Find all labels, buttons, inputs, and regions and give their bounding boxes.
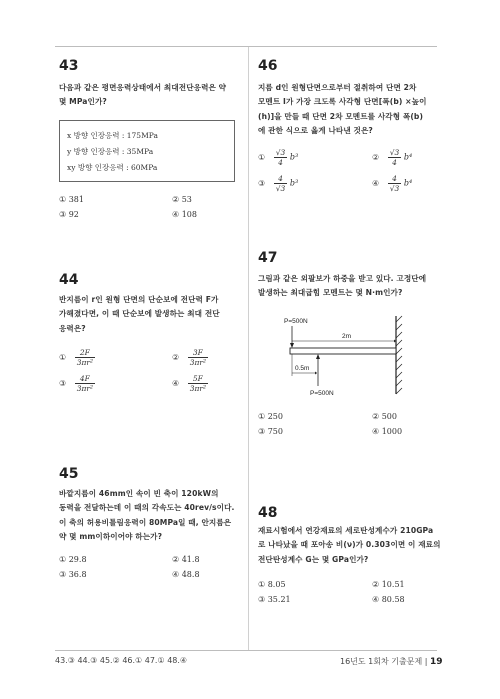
footer-exam-title: 16년도 1회차 기출문제 | [340,657,430,666]
q44-option-2[interactable] [172,348,208,367]
q46-option-4-label: ④ [372,178,380,188]
q46-option-1-den: 4 [278,158,283,167]
footer-answer-key: 43.③ 44.③ 45.② 46.① 47.① 48.④ [55,656,188,665]
q44-option-2-fraction [188,348,208,367]
q48-option-2[interactable]: ② 10.51 [372,580,405,589]
q46-option-3-den: √3 [275,184,286,193]
q43-number: 43 [59,58,79,74]
q46-option-2[interactable] [372,148,412,167]
q46-option-2-fraction [388,148,402,167]
q44-option-4-num: 5F [188,374,208,384]
q44-option-3-fraction [75,374,95,393]
q44-option-1-den: 3πr² [76,358,94,367]
beam [290,348,396,354]
q44-line3: 응력은? [59,323,86,333]
q45-number: 45 [59,466,79,482]
q44-option-4-fraction [188,374,208,393]
q43-text [59,81,226,110]
q45-option-1[interactable]: ① 29.8 [59,555,87,564]
q46-number: 46 [258,58,278,74]
q46-option-3-fraction [274,174,288,193]
q48-line1: 재료시험에서 연강재료의 세로탄성계수가 210GPa [258,526,434,535]
q45-option-3[interactable]: ③ 36.8 [59,570,87,579]
q46-line2: 모멘트 I가 가장 크도록 사각형 단면[폭(b) ×높이 [258,97,427,107]
q45-line4: 약 몇 mm이하이어야 하는가? [59,532,163,542]
q46-option-2-label: ② [372,152,380,162]
q46-option-3-label: ③ [258,178,266,188]
bottom-rule [55,650,437,651]
q44-number: 44 [59,272,79,288]
wall-hatching [396,316,402,394]
q46-line4: 에 관한 식으로 옳게 나타낸 것은? [258,126,373,136]
q43-option-3[interactable]: ③ 92 [59,210,79,219]
q44-option-3-num: 4F [75,374,95,384]
q46-line3: (h)]을 만들 때 단면 2차 모멘트를 사각형 폭(b) [258,111,424,121]
q48-line3: 전단탄성계수 G는 몇 GPa인가? [258,554,369,564]
q44-option-1[interactable] [59,348,95,367]
q44-line2: 가해졌다면, 이 때 단순보에 발생하는 최대 전단 [59,309,220,319]
page-number: 19 [429,657,443,667]
bottom-load-arrowhead [316,354,320,359]
q45-option-4[interactable]: ④ 48.8 [172,570,200,579]
q47-text [258,272,426,301]
q47-line2: 발생하는 최대굽힘 모멘트는 몇 N·m인가? [258,288,403,298]
q48-text [258,524,441,567]
q46-option-4-fraction [388,174,402,193]
q45-line2: 동력을 전달하는데 이 때의 각속도는 40rev/s이다. [59,503,235,513]
q48-option-4[interactable]: ④ 80.58 [372,595,405,604]
q44-option-1-num: 2F [75,348,95,358]
q46-option-1[interactable] [258,148,298,167]
q45-option-2[interactable]: ② 41.8 [172,555,200,564]
q43-line1: 다음과 같은 평면응력상태에서 최대전단응력은 약 [59,83,227,92]
bottom-load-label: P=500N [310,390,334,397]
q43-line2: 몇 MPa인가? [59,97,107,107]
q47-option-1[interactable]: ① 250 [258,412,283,421]
q43-option-1[interactable]: ① 381 [59,195,84,204]
q44-line1: 반지름이 r인 원형 단면의 단순보에 전단력 F가 [59,295,219,304]
q43-stress-box [59,120,235,182]
q48-option-1[interactable]: ① 8.05 [258,580,286,589]
q48-line2: 로 나타났을 때 포아송 비(ν)가 0.303이면 이 재료의 [258,540,441,550]
q48-option-3[interactable]: ③ 35.21 [258,595,291,604]
q47-cantilever-diagram [282,314,418,400]
q46-option-4-power: b⁴ [403,178,413,188]
q46-option-1-label: ① [258,152,266,162]
q46-option-1-fraction [274,148,288,167]
q44-option-3-label: ③ [59,378,67,388]
q44-option-1-label: ① [59,352,67,362]
q43-option-4[interactable]: ④ 108 [172,210,197,219]
q44-option-2-num: 3F [188,348,208,358]
footer-title [340,656,443,667]
q43-box-row-x: x 방향 인장응력 : 175MPa [67,131,158,140]
q46-option-2-power: b⁴ [403,152,413,162]
q44-option-4-label: ④ [172,378,180,388]
q43-box-row-y: y 방향 인장응력 : 35MPa [67,147,154,156]
q46-option-3[interactable] [258,174,298,193]
top-load-arrowhead [290,343,294,348]
q47-line1: 그림과 같은 외팔보가 하중을 받고 있다. 고정단에 [258,274,427,283]
q48-number: 48 [258,505,278,521]
length-total-label: 2m [342,333,352,340]
length-offset-label: 0.5m [295,365,310,372]
q45-line1: 바깥지름이 46mm인 속이 빈 축이 120kW의 [59,489,219,498]
q47-option-4[interactable]: ④ 1000 [372,427,403,436]
q46-option-3-num: 4 [274,174,288,184]
q46-option-3-power: b³ [289,178,299,188]
q44-option-1-fraction [75,348,95,367]
q43-option-2[interactable]: ② 53 [172,195,192,204]
top-rule [55,46,437,47]
q47-option-2[interactable]: ② 500 [372,412,397,421]
q44-option-3[interactable] [59,374,95,393]
q46-option-1-power: b³ [289,152,299,162]
q46-option-1-num: √3 [275,148,286,157]
q44-text [59,293,220,336]
q46-text [258,81,427,139]
q45-line3: 이 축의 허용비틀림응력이 80MPa일 때, 안지름은 [59,517,232,527]
q47-option-3[interactable]: ③ 750 [258,427,283,436]
q44-option-2-label: ② [172,352,180,362]
top-load-label: P=500N [284,318,308,325]
q46-line1: 지름 d인 원형단면으로부터 절취하여 단면 2차 [258,83,417,92]
q43-box-row-xy: xy 방향 인장응력 : 60MPa [67,163,158,172]
q44-option-4-den: 3πr² [189,384,207,393]
q44-option-2-den: 3πr² [189,358,207,367]
q47-number: 47 [258,250,278,266]
offset-dimension-arrowhead [315,372,317,375]
q44-option-4[interactable] [172,374,208,393]
q46-option-4[interactable] [372,174,412,193]
q46-option-4-num: 4 [388,174,402,184]
q46-option-2-den: 4 [392,158,397,167]
q46-option-2-num: √3 [389,148,400,157]
q44-option-3-den: 3πr² [76,384,94,393]
q46-option-4-den: √3 [389,184,400,193]
column-divider [248,47,249,650]
q45-text [59,487,235,545]
